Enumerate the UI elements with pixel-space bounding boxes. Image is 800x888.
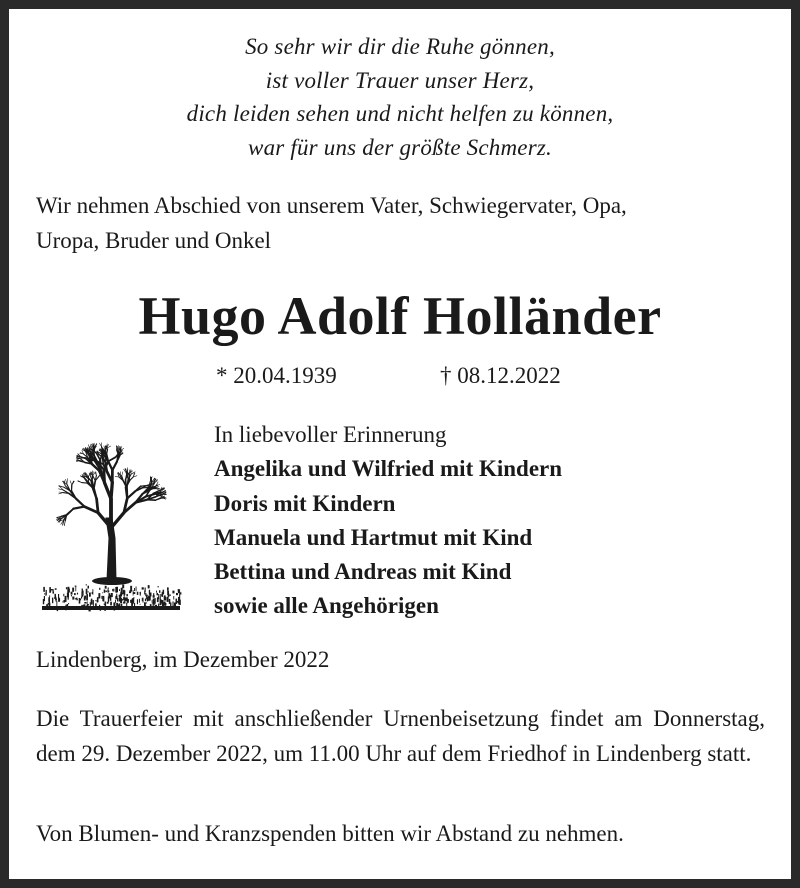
mourners-list — [214, 418, 562, 624]
mourner-name: Bettina und Andreas mit Kind — [214, 559, 512, 585]
mourner-name: sowie alle Angehörigen — [214, 593, 439, 619]
mourner-name: Manuela und Hartmut mit Kind — [214, 524, 533, 550]
mourner-name: Angelika und Wilfried mit Kindern — [214, 456, 563, 482]
tree-icon — [36, 418, 186, 614]
place-and-date: Lindenberg, im Dezember 2022 — [36, 647, 330, 672]
intro-line: Wir nehmen Abschied von unserem Vater, Schwiegervater, Opa, — [36, 193, 627, 218]
death-date: † 08.12.2022 — [440, 363, 561, 388]
flowers-notice: Von Blumen- und Kranzspenden bitten wir Abstand zu nehmen. — [36, 821, 624, 846]
poem-line: ist voller Trauer unser Herz, — [265, 67, 535, 93]
poem-line: dich leiden sehen und nicht helfen zu können, — [186, 101, 614, 126]
mourners-heading: In liebevoller Erinnerung — [214, 422, 447, 447]
farewell-intro — [36, 188, 776, 258]
mourner-name: Doris mit Kindern — [214, 490, 396, 516]
memorial-poem — [0, 30, 800, 164]
poem-line: So sehr wir dir die Ruhe gönnen, — [245, 34, 555, 59]
poem-line: war für uns der größte Schmerz. — [248, 134, 552, 160]
service-notice: Die Trauerfeier mit anschließender Urnenbeisetzung findet am Donnerstag, dem 29. Dezember 2022, um 11.00 Uhr auf dem Friedhof in Lindenberg statt. — [36, 706, 765, 766]
intro-line: Uropa, Bruder und Onkel — [36, 228, 272, 253]
birth-date: * 20.04.1939 — [216, 363, 337, 388]
deceased-name: Hugo Adolf Holländer — [138, 286, 662, 346]
